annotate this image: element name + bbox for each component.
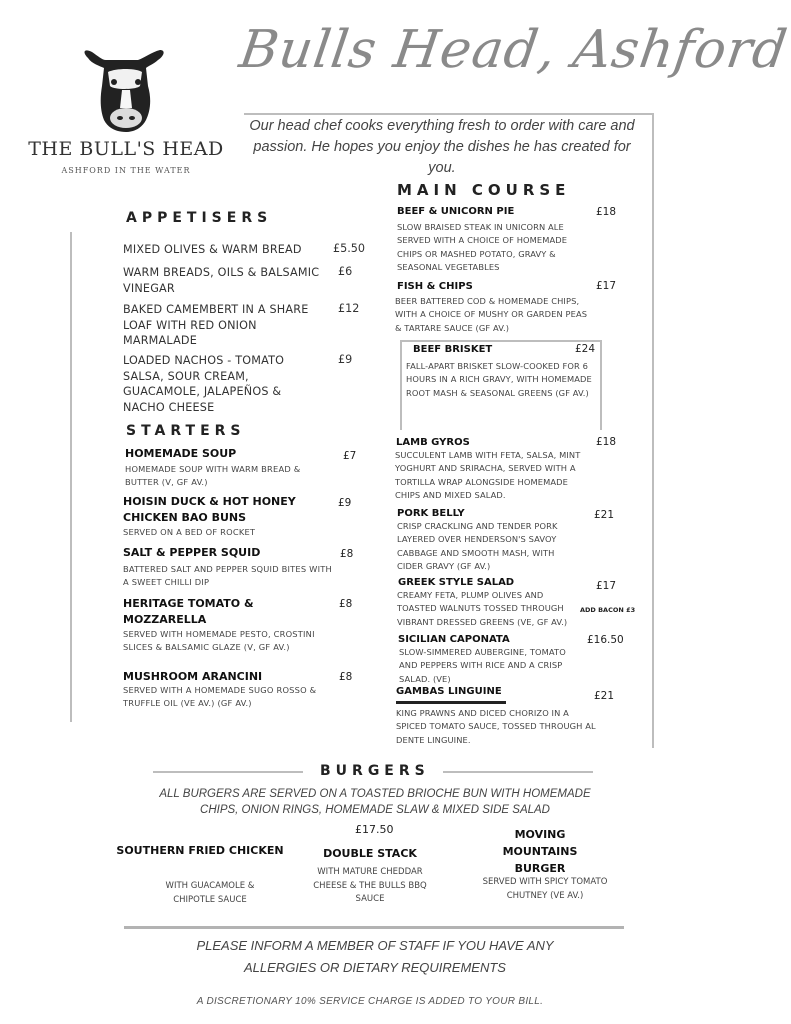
appetiser-item: LOADED NACHOS - TOMATO SALSA, SOUR CREAM, GUACAMOLE, JALAPEÑOS & NACHO CHEESE: [123, 354, 285, 414]
main-name: BEEF & UNICORN PIE: [397, 206, 515, 217]
burger-desc: SERVED WITH SPICY TOMATO CHUTNEY (VE AV.): [482, 877, 608, 901]
bull-head-logo: [78, 46, 170, 136]
starters-heading: STARTERS: [126, 423, 246, 439]
logo-subtitle: ASHFORD IN THE WATER: [61, 166, 191, 175]
burger-desc: WITH MATURE CHEDDAR CHEESE & THE BULLS BBQ SAUCE: [313, 867, 427, 904]
brisket-box-corner-left: [400, 428, 402, 430]
appetiser-price: £12: [338, 302, 360, 315]
appetiser-item: WARM BREADS, OILS & BALSAMIC VINEGAR: [123, 266, 320, 295]
starter-desc: SERVED WITH HOMEMADE PESTO, CROSTINI SLICES & BALSAMIC GLAZE (V, GF AV.): [123, 629, 315, 652]
burgers-price: £17.50: [355, 823, 394, 836]
appetiser-price: £6: [338, 265, 353, 278]
script-title: Bulls Head, Ashford: [235, 20, 791, 80]
main-name: BEEF BRISKET: [413, 344, 493, 355]
burgers-heading: BURGERS: [320, 763, 430, 779]
appetiser-item: BAKED CAMEMBERT IN A SHARE LOAF WITH RED ONION MARMALADE: [123, 303, 309, 347]
starter-desc: BATTERED SALT AND PEPPER SQUID BITES WITH A SWEET CHILLI DIP: [123, 564, 332, 587]
logo-name: THE BULL'S HEAD: [28, 138, 224, 160]
main-price: £16.50: [587, 634, 624, 646]
main-price: £24: [575, 343, 596, 355]
frame-right-line: [652, 113, 654, 748]
main-name: GREEK STYLE SALAD: [398, 577, 515, 588]
burgers-rule-left: [153, 771, 303, 773]
burgers-rule-right: [443, 771, 593, 773]
main-name: FISH & CHIPS: [397, 281, 473, 292]
starter-name: HOMEMADE SOUP: [125, 447, 237, 460]
main-desc: KING PRAWNS AND DICED CHORIZO IN A SPICED TOMATO SAUCE, TOSSED THROUGH AL DENTE LINGUINE.: [396, 708, 596, 745]
main-name: GAMBAS LINGUINE: [396, 686, 502, 697]
starter-price: £8: [339, 671, 353, 683]
main-price: £17: [596, 280, 617, 292]
starter-name: HERITAGE TOMATO & MOZZARELLA: [123, 597, 254, 626]
starter-name: SALT & PEPPER SQUID: [123, 546, 261, 559]
burger-name: SOUTHERN FRIED CHICKEN: [116, 844, 284, 857]
service-charge-note: A DISCRETIONARY 10% SERVICE CHARGE IS ADDED TO YOUR BILL.: [196, 996, 544, 1007]
starter-price: £8: [340, 548, 354, 560]
frame-left-line: [70, 232, 72, 722]
add-bacon-note: ADD BACON £3: [580, 606, 636, 614]
main-price: £21: [594, 509, 615, 521]
starter-name: MUSHROOM ARANCINI: [123, 670, 263, 683]
burger-name: MOVING MOUNTAINS BURGER: [502, 828, 578, 875]
starter-desc: HOMEMADE SOUP WITH WARM BREAD & BUTTER (V, GF AV.): [125, 464, 301, 487]
burgers-note: ALL BURGERS ARE SERVED ON A TOASTED BRIOCHE BUN WITH HOMEMADE CHIPS, ONION RINGS, HOMEMADE SLAW & MIXED SIDE SALAD: [159, 788, 591, 816]
starter-price: £7: [343, 450, 357, 462]
starter-desc: SERVED WITH A HOMEMADE SUGO ROSSO & TRUFFLE OIL (VE AV.) (GF AV.): [123, 685, 317, 708]
main-desc: CRISP CRACKLING AND TENDER PORK LAYERED OVER HENDERSON'S SAVOY CABBAGE AND SMOOTH MASH, WITH CIDER GRAVY (GF AV.): [397, 521, 558, 571]
frame-top-line: [244, 113, 654, 115]
appetiser-price: £5.50: [333, 242, 366, 255]
main-price: £21: [594, 690, 615, 702]
starter-price: £9: [338, 497, 352, 509]
main-name: SICILIAN CAPONATA: [398, 634, 510, 645]
starter-name: HOISIN DUCK & HOT HONEY CHICKEN BAO BUNS: [123, 495, 296, 524]
burger-desc: WITH GUACAMOLE & CHIPOTLE SAUCE: [165, 881, 255, 905]
main-price: £17: [596, 580, 617, 592]
starter-desc: SERVED ON A BED OF ROCKET: [123, 527, 256, 537]
main-price: £18: [596, 436, 617, 448]
main-desc: FALL-APART BRISKET SLOW-COOKED FOR 6 HOURS IN A RICH GRAVY, WITH HOMEMADE ROOT MASH & SEASONAL GREENS (GF AV.): [406, 361, 592, 398]
main-course-heading: MAIN COURSE: [397, 181, 571, 199]
main-desc: SLOW-SIMMERED AUBERGINE, TOMATO AND PEPPERS WITH RICE AND A CRISP SALAD. (VE): [399, 647, 566, 684]
main-name: LAMB GYROS: [396, 437, 470, 448]
main-name: PORK BELLY: [397, 508, 465, 519]
main-desc: SLOW BRAISED STEAK IN UNICORN ALE SERVED WITH A CHOICE OF HOMEMADE CHIPS OR MASHED POTATO, GRAVY & SEASONAL VEGETABLES: [397, 222, 568, 272]
burger-name: DOUBLE STACK: [323, 847, 417, 860]
appetiser-item: MIXED OLIVES & WARM BREAD: [123, 243, 302, 256]
main-desc: SUCCULENT LAMB WITH FETA, SALSA, MINT YOGHURT AND SRIRACHA, SERVED WITH A TORTILLA WRAP ALONGSIDE HOMEMADE CHIPS AND MIXED SALAD.: [395, 450, 581, 500]
intro-text: Our head chef cooks everything fresh to order with care and passion. He hopes you enjoy the dishes he has created for you.: [249, 118, 635, 176]
allergy-note: PLEASE INFORM A MEMBER OF STAFF IF YOU HAVE ANY ALLERGIES OR DIETARY REQUIREMENTS: [196, 938, 554, 975]
starter-price: £8: [339, 598, 353, 610]
gambas-underline: [396, 701, 506, 704]
main-desc: BEER BATTERED COD & HOMEMADE CHIPS, WITH A CHOICE OF MUSHY OR GARDEN PEAS & TARTARE SAUCE (GF AV.): [395, 296, 588, 333]
footer-rule: [124, 926, 624, 929]
appetiser-price: £9: [338, 353, 353, 366]
main-desc: CREAMY FETA, PLUMP OLIVES AND TOASTED WALNUTS TOSSED THROUGH VIBRANT DRESSED GREENS (VE, GF AV.): [397, 590, 568, 627]
appetisers-heading: APPETISERS: [126, 210, 273, 226]
main-price: £18: [596, 206, 617, 218]
